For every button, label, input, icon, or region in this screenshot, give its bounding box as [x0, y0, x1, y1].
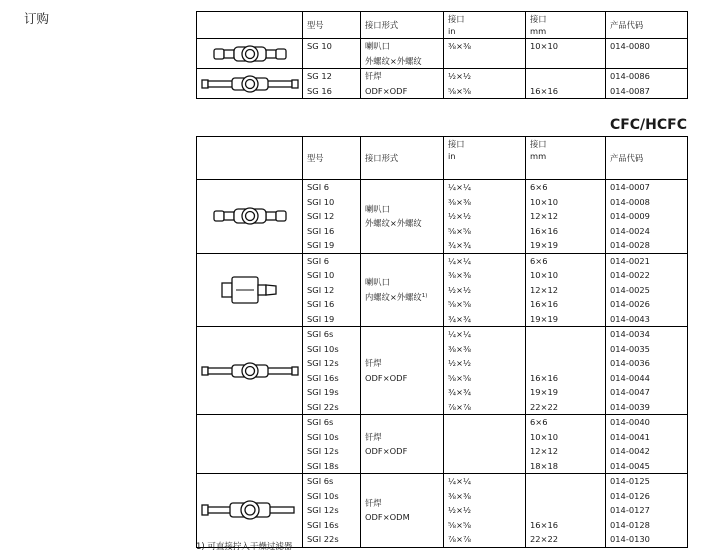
connection-value: 喇叭口 [365, 203, 390, 214]
header-in: 接口 in [444, 137, 526, 180]
mm-cell-value: 12×12 [530, 446, 559, 456]
flare-female-sight-glass-icon [197, 253, 303, 327]
connection-value: ODF×ODF [365, 85, 408, 96]
code-cell [606, 474, 688, 548]
header-connection: 接口形式 [361, 12, 444, 39]
image-cell-empty [197, 415, 303, 474]
code-cell-value: 014-0086 [610, 71, 650, 81]
type-cell-value: SGI 22s [307, 534, 339, 544]
type-cell [303, 180, 361, 254]
type-cell-value: SGI 10 [307, 196, 335, 207]
footnote-mark: 1) [421, 292, 428, 299]
inch-cell-value: ⅜×⅜ [448, 41, 472, 51]
inch-cell-value: ¼×¼ [448, 255, 472, 266]
inch-cell-value: ¼×¼ [448, 182, 472, 192]
flare-sight-glass-icon [197, 180, 303, 254]
mm-cell [526, 253, 606, 327]
mm-cell-value [530, 503, 605, 518]
inch-cell [444, 327, 526, 415]
header-mm: 接口 mm [526, 12, 606, 39]
mm-cell-value [530, 474, 605, 489]
type-cell [303, 39, 361, 69]
type-cell-value: SGI 12s [307, 446, 339, 456]
product-row [197, 39, 688, 69]
connection-value: 钎焊 [365, 358, 382, 368]
type-cell-value: SGI 12s [307, 358, 339, 368]
code-cell-value: 014-0047 [610, 387, 650, 397]
product-row [197, 327, 688, 415]
mm-cell-value: 10×10 [530, 196, 559, 207]
inch-cell [444, 39, 526, 69]
inch-cell-value: ⅝×⅝ [448, 372, 472, 383]
mm-cell [526, 180, 606, 254]
inch-cell [444, 253, 526, 327]
inch-cell [444, 180, 526, 254]
inch-cell-value: ¾×¾ [448, 313, 472, 324]
connection-value: 钎焊 [365, 71, 382, 81]
header-code: 产品代码 [606, 137, 688, 180]
code-cell-value: 014-0044 [610, 372, 650, 383]
connection-value: 内螺纹×外螺纹$^{1)}$ [365, 291, 428, 302]
type-cell-value: SGI 19s [307, 387, 339, 397]
header-type: 型号 [303, 137, 361, 180]
order-table-cfc [196, 136, 688, 548]
code-cell-value: 014-0126 [610, 490, 650, 501]
connection-value: 外螺纹×外螺纹 [365, 55, 422, 66]
inch-cell-value: ⅜×⅜ [448, 270, 472, 280]
type-cell-value: SGI 12 [307, 211, 335, 221]
inch-cell-value [448, 430, 525, 445]
code-cell-value: 014-0026 [610, 299, 650, 309]
connection-cell [361, 180, 444, 254]
mm-cell [526, 39, 606, 69]
inch-cell-value [448, 459, 525, 474]
mm-cell-value: 6×6 [530, 417, 548, 427]
mm-cell [526, 69, 606, 99]
code-cell-value: 014-0039 [610, 401, 650, 412]
mm-cell-value [530, 342, 605, 357]
connection-value: 外螺纹×外螺纹 [365, 218, 422, 229]
type-cell [303, 253, 361, 327]
code-cell-value: 014-0024 [610, 225, 650, 236]
inch-cell-value: ⅝×⅝ [448, 225, 472, 236]
product-row [197, 69, 688, 99]
flare-sight-glass-icon [197, 39, 303, 69]
type-cell-value: SGI 12 [307, 284, 335, 295]
connection-cell [361, 253, 444, 327]
connection-value: 喇叭口 [365, 41, 390, 51]
type-cell-value: SG 12 [307, 71, 332, 81]
connection-cell [361, 415, 444, 474]
type-cell [303, 474, 361, 548]
inch-cell-value [448, 444, 525, 459]
type-cell-value: SGI 16s [307, 372, 339, 383]
connection-value: ODF×ODF [365, 372, 408, 383]
code-cell-value: 014-0127 [610, 505, 650, 515]
code-cell-value: 014-0043 [610, 313, 650, 324]
type-cell-value: SGI 18s [307, 460, 339, 471]
code-cell [606, 180, 688, 254]
solder-sight-glass-icon [197, 69, 303, 99]
mm-cell-value: 16×16 [530, 85, 559, 96]
code-cell-value: 014-0042 [610, 446, 650, 456]
inch-cell-value: ¼×¼ [448, 329, 472, 339]
type-cell-value: SGI 6 [307, 255, 330, 266]
connection-value: ODF×ODM [365, 512, 410, 523]
mm-cell-value: 10×10 [530, 270, 559, 280]
code-cell-value: 014-0080 [610, 41, 650, 51]
order-table-general [196, 11, 688, 99]
product-row [197, 253, 688, 327]
code-cell-value: 014-0034 [610, 329, 650, 339]
mm-cell-value: 19×19 [530, 387, 559, 397]
connection-value: ODF×ODF [365, 446, 408, 456]
mm-cell [526, 474, 606, 548]
mm-cell-value: 6×6 [530, 255, 548, 266]
inch-cell [444, 474, 526, 548]
mm-cell [526, 327, 606, 415]
type-cell-value: SGI 22s [307, 401, 339, 412]
code-cell-value: 014-0130 [610, 534, 650, 544]
code-cell-value: 014-0041 [610, 431, 650, 442]
code-cell-value: 014-0125 [610, 476, 650, 486]
code-cell-value: 014-0007 [610, 182, 650, 192]
mm-cell-value: 22×22 [530, 401, 559, 412]
odm-sight-glass-icon [197, 474, 303, 548]
connection-cell [361, 474, 444, 548]
code-cell [606, 39, 688, 69]
code-cell-value: 014-0087 [610, 85, 650, 96]
code-cell-value: 014-0045 [610, 460, 650, 471]
mm-cell-value: 10×10 [530, 431, 559, 442]
connection-cell [361, 69, 444, 99]
inch-cell-value: ¾×¾ [448, 387, 472, 397]
inch-cell-value: ⅜×⅜ [448, 343, 472, 354]
inch-cell-value: ½×½ [448, 211, 472, 221]
type-cell [303, 415, 361, 474]
code-cell-value: 014-0035 [610, 343, 650, 354]
inch-cell-value: ¼×¼ [448, 476, 472, 486]
solder-sight-glass-icon [197, 327, 303, 415]
type-cell-value: SGI 6 [307, 182, 330, 192]
type-cell-value: SGI 19 [307, 240, 335, 250]
connection-value: 喇叭口 [365, 277, 390, 288]
mm-cell-value: 19×19 [530, 313, 559, 324]
footnote: 1) 可直接拧入干燥过滤器 [196, 542, 293, 552]
type-cell-value: SG 16 [307, 85, 332, 96]
inch-cell-value: ⅝×⅝ [448, 299, 472, 309]
header-type: 型号 [303, 12, 361, 39]
code-cell-value: 014-0128 [610, 519, 650, 530]
mm-cell-value: 22×22 [530, 534, 559, 544]
type-cell-value: SGI 16s [307, 519, 339, 530]
mm-cell-value: 19×19 [530, 240, 559, 250]
code-cell [606, 415, 688, 474]
mm-cell-value: 18×18 [530, 460, 559, 471]
mm-cell-value [530, 356, 605, 371]
code-cell [606, 253, 688, 327]
code-cell-value: 014-0036 [610, 358, 650, 368]
type-cell [303, 69, 361, 99]
inch-cell-value: ⅞×⅞ [448, 401, 472, 412]
type-cell-value: SGI 19 [307, 313, 335, 324]
mm-cell-value [530, 489, 605, 504]
mm-cell-value: 6×6 [530, 182, 548, 192]
inch-cell-value: ⅜×⅜ [448, 196, 472, 207]
inch-cell-value: ⅞×⅞ [448, 534, 472, 544]
type-cell-value: SGI 10 [307, 270, 335, 280]
code-cell-value: 014-0025 [610, 284, 650, 295]
inch-cell [444, 69, 526, 99]
connection-cell [361, 39, 444, 69]
type-cell-value: SGI 6s [307, 417, 334, 427]
connection-value: 钎焊 [365, 431, 382, 442]
type-cell-value: SGI 12s [307, 505, 339, 515]
type-cell-value: SGI 10s [307, 490, 339, 501]
code-cell-value: 014-0022 [610, 270, 650, 280]
inch-cell [444, 415, 526, 474]
type-cell-value: SGI 6s [307, 476, 334, 486]
type-cell-value: SGI 16 [307, 225, 335, 236]
header-mm: 接口 mm [526, 137, 606, 180]
inch-cell-value: ½×½ [448, 284, 472, 295]
inch-cell-value [448, 415, 525, 430]
mm-cell-value: 16×16 [530, 372, 559, 383]
mm-cell [526, 415, 606, 474]
code-cell-value: 014-0008 [610, 196, 650, 207]
header-code: 产品代码 [606, 12, 688, 39]
code-cell [606, 69, 688, 99]
mm-cell-value: 10×10 [530, 41, 559, 51]
type-cell-value: SGI 16 [307, 299, 335, 309]
inch-cell-value: ⅝×⅝ [448, 519, 472, 530]
type-cell-value: SGI 10s [307, 431, 339, 442]
inch-cell-value: ⅝×⅝ [448, 85, 472, 96]
mm-cell-value [530, 327, 605, 342]
header-row [197, 137, 688, 180]
type-cell-value: SG 10 [307, 41, 332, 51]
mm-cell-value: 16×16 [530, 299, 559, 309]
header-in: 接口 in [444, 12, 526, 39]
inch-cell-value: ½×½ [448, 358, 472, 368]
type-cell-value: SGI 10s [307, 343, 339, 354]
section-title: CFC/HCFC [609, 117, 687, 133]
header-image-cell [197, 12, 303, 39]
code-cell-value: 014-0040 [610, 417, 650, 427]
product-row [197, 415, 688, 474]
mm-cell-value: 16×16 [530, 225, 559, 236]
inch-cell-value: ⅜×⅜ [448, 490, 472, 501]
connection-cell [361, 327, 444, 415]
mm-cell-value: 12×12 [530, 211, 559, 221]
code-cell-value: 014-0028 [610, 240, 650, 250]
type-cell [303, 327, 361, 415]
inch-cell-value: ½×½ [448, 505, 472, 515]
type-cell-value: SGI 6s [307, 329, 334, 339]
header-connection: 接口形式 [361, 137, 444, 180]
side-title: 订购 [24, 11, 50, 26]
mm-cell-value: 12×12 [530, 284, 559, 295]
product-row [197, 474, 688, 548]
connection-value: 钎焊 [365, 497, 382, 508]
product-row [197, 180, 688, 254]
code-cell-value: 014-0021 [610, 255, 650, 266]
header-row [197, 12, 688, 39]
inch-cell-value: ½×½ [448, 71, 472, 81]
mm-cell-value [530, 69, 605, 84]
code-cell [606, 327, 688, 415]
code-cell-value: 014-0009 [610, 211, 650, 221]
inch-cell-value: ¾×¾ [448, 240, 472, 250]
header-image-cell [197, 137, 303, 180]
mm-cell-value: 16×16 [530, 519, 559, 530]
